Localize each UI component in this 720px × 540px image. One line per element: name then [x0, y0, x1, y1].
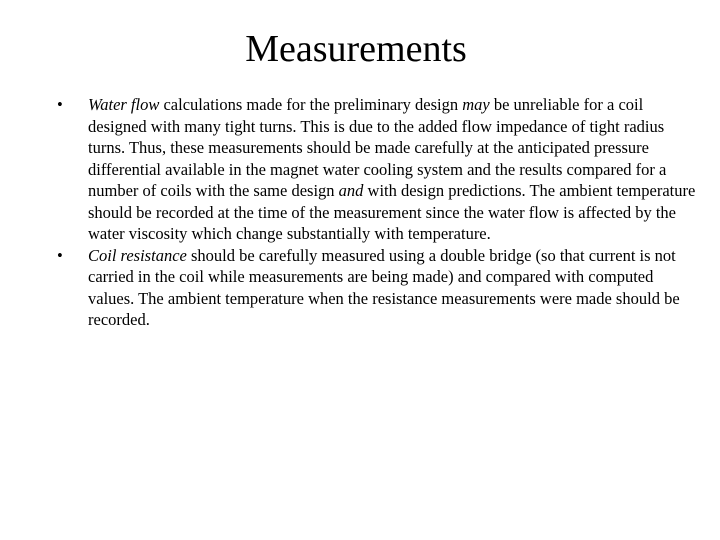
- bullet-text: should be carefully measured using a double bridge (so that current is not carried in the coil while measurements are being made) and compared with computed values. The ambient temperature when the resistance measurements were made should be recorded.: [88, 245, 680, 329]
- bullet-water-flow: [57, 94, 697, 245]
- bullet-list: [57, 94, 697, 331]
- bullet-lead-term: Water flow: [88, 95, 160, 114]
- bullet-text: be unreliable for a coil designed with many tight turns. This is due to the added flow impedance of tight radius turns. Thus, these measurements should be made carefully at the anticipated pressure differential available in the magnet water cooling system and the results compared for a number of coils with the same design: [88, 95, 667, 200]
- bullet-coil-resistance: [57, 245, 697, 331]
- bullet-icon: •: [57, 245, 63, 265]
- bullet-icon: •: [57, 95, 63, 114]
- bullet-lead-term: Coil resistance: [88, 245, 187, 265]
- emphasis-text: and: [338, 181, 364, 200]
- emphasis-text: may: [462, 95, 490, 114]
- bullet-text: with design predictions. The ambient temperature should be recorded at the time of the measurement since the water flow is affected by the water viscosity which change substantially with temperature.: [88, 181, 696, 243]
- bullet-text: calculations made for the preliminary design: [159, 95, 463, 114]
- slide-title: Measurements: [245, 28, 467, 70]
